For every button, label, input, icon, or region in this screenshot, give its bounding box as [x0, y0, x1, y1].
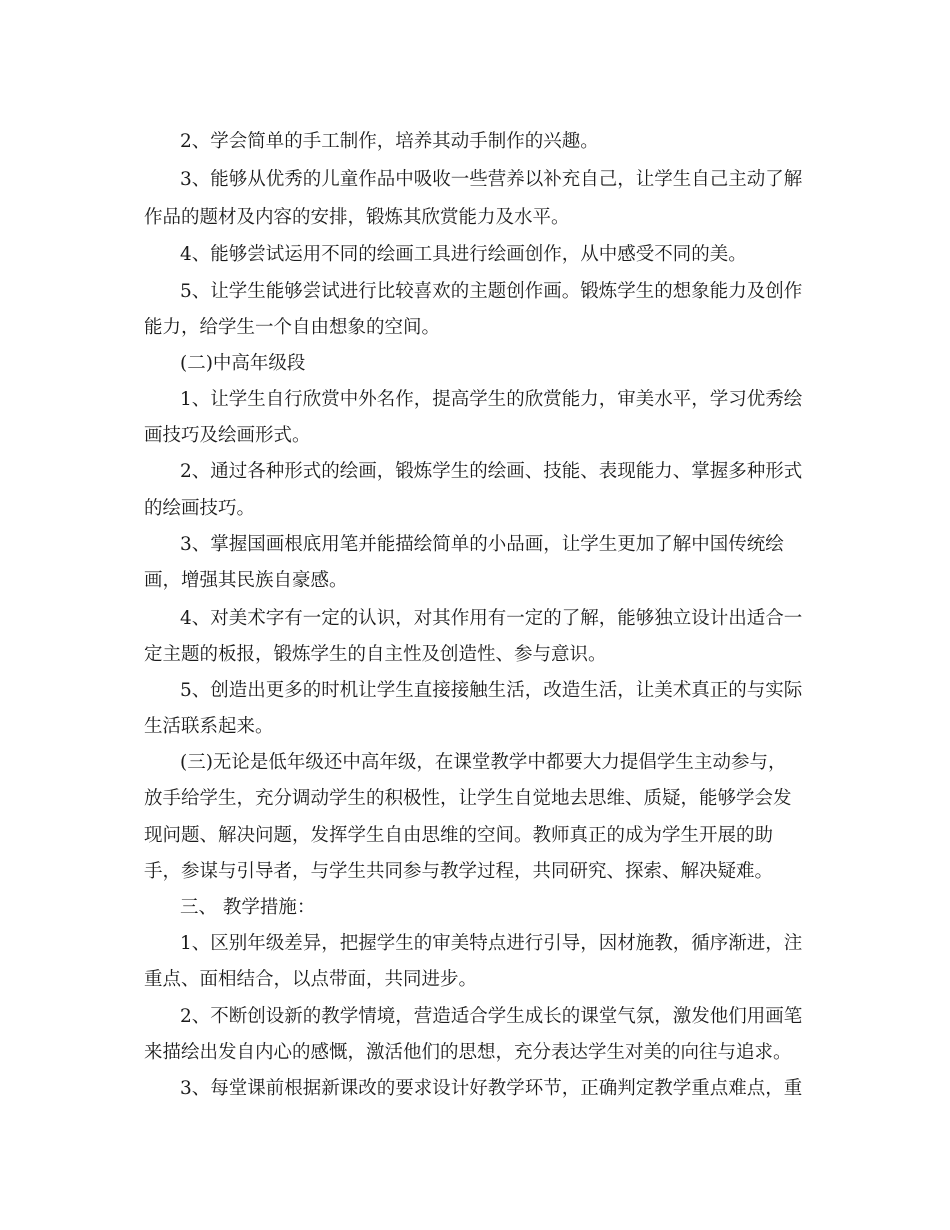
text-line: 1、区别年级差异，把握学生的审美特点进行引导，因材施教，循序渐进，注 [180, 933, 803, 954]
text-line: 2、不断创设新的教学情境，营造适合学生成长的课堂气氛，激发他们用画笔 [180, 1006, 803, 1027]
text-line: 画，增强其民族自豪感。 [144, 570, 348, 591]
text-line: 现问题、解决问题，发挥学生自由思维的空间。教师真正的成为学生开展的助 [144, 825, 774, 846]
text-line: 5、创造出更多的时机让学生直接接触生活，改造生活，让美术真正的与实际 [180, 680, 803, 701]
text-line: 2、通过各种形式的绘画，锻炼学生的绘画、技能、表现能力、掌握多种形式 [180, 461, 803, 482]
section-heading: (二)中高年级段 [180, 353, 306, 374]
text-line: 手，参谋与引导者，与学生共同参与教学过程，共同研究、探索、解决疑难。 [144, 861, 774, 882]
text-line: 能力，给学生一个自由想象的空间。 [144, 317, 441, 338]
text-line: 放手给学生，充分调动学生的积极性，让学生自觉地去思维、质疑，能够学会发 [144, 788, 792, 809]
text-line: 3、能够从优秀的儿童作品中吸收一些营养以补充自己，让学生自己主动了解 [180, 169, 803, 190]
text-line: 1、让学生自行欣赏中外名作，提高学生的欣赏能力，审美水平，学习优秀绘 [180, 389, 803, 410]
text-line: 作品的题材及内容的安排，锻炼其欣赏能力及水平。 [144, 207, 570, 228]
text-line: 生活联系起来。 [144, 716, 274, 737]
section-heading: 三、 教学措施： [180, 897, 316, 918]
text-line: 的绘画技巧。 [144, 498, 256, 519]
text-line: 4、对美术字有一定的认识，对其作用有一定的了解，能够独立设计出适合一 [180, 608, 803, 629]
text-line: (三)无论是低年级还中高年级，在课堂教学中都要大力提倡学生主动参与， [180, 752, 787, 773]
text-line: 画技巧及绘画形式。 [144, 425, 311, 446]
text-line: 3、掌握国画根底用笔并能描绘简单的小品画，让学生更加了解中国传统绘 [180, 534, 784, 555]
text-line: 重点、面相结合，以点带面，共同进步。 [144, 969, 478, 990]
text-line: 来描绘出发自内心的感慨，激活他们的思想，充分表达学生对美的向往与追求。 [144, 1042, 792, 1063]
text-line: 定主题的板报，锻炼学生的自主性及创造性、参与意识。 [144, 644, 607, 665]
text-line: 3、每堂课前根据新课改的要求设计好教学环节，正确判定教学重点难点，重 [180, 1078, 803, 1099]
text-line: 2、学会简单的手工制作，培养其动手制作的兴趣。 [180, 131, 599, 152]
text-line: 5、让学生能够尝试进行比较喜欢的主题创作画。锻炼学生的想象能力及创作 [180, 281, 803, 302]
text-line: 4、能够尝试运用不同的绘画工具进行绘画创作，从中感受不同的美。 [180, 244, 747, 265]
